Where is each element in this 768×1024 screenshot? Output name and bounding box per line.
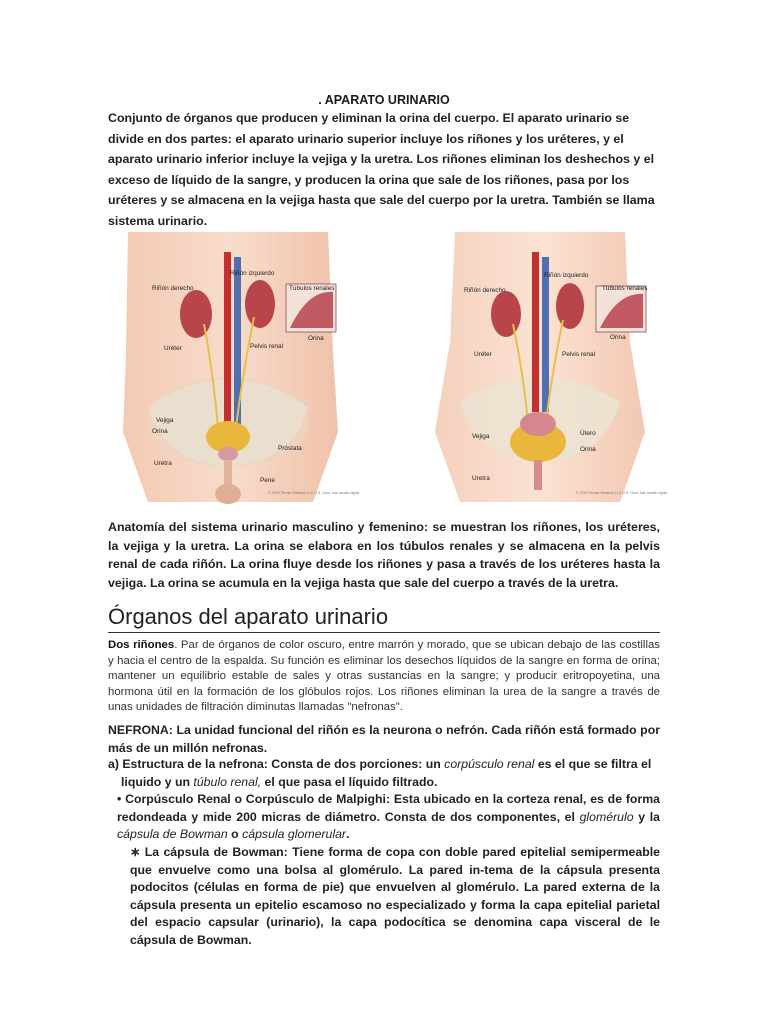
figure-copyright: © 2016 Terese Winslow LLC U.S. Govt. has certain rights xyxy=(576,491,668,495)
corp-text-d: . xyxy=(346,827,350,841)
estructura-paragraph xyxy=(108,756,660,791)
label-rinon-izquierdo: Riñón izquierdo xyxy=(230,270,275,277)
male-urinary-figure xyxy=(108,232,360,502)
label-tubulos: Túbulos renales xyxy=(602,285,648,292)
label-rinon-izquierdo: Riñón izquierdo xyxy=(544,272,589,279)
rinones-paragraph xyxy=(108,638,660,716)
male-urinary-illustration xyxy=(108,232,360,502)
label-ureter: Uréter xyxy=(474,351,492,358)
label-uretra: Uretra xyxy=(154,460,172,467)
label-orina-inset: Orina xyxy=(610,334,626,341)
label-rinon-derecho: Riñón derecho xyxy=(464,287,506,294)
figure-caption: Anatomía del sistema urinario masculino y femenino: se muestran los riñones, los uréteres, la vejiga y la uretra. La orina se elabora en los túbulos renales y se almacena en la pelvis renal de cada riñón. La orina fluye desde los riñones y pasa a través de los uréteres hasta la vejiga. La orina se acumula en la vejiga hasta que sale del cuerpo a través de la uretra. xyxy=(108,520,660,590)
nefrona-paragraph: NEFRONA: La unidad funcional del riñón es la neurona o nefrón. Cada riñón está formado por más de un millón nefronas. xyxy=(108,723,660,755)
label-orina: Orina xyxy=(580,446,596,453)
label-vejiga: Vejiga xyxy=(472,433,490,440)
label-prostata: Próstata xyxy=(278,445,302,452)
estructura-text-c: liquido y un xyxy=(121,774,194,789)
label-orina: Orina xyxy=(152,428,168,435)
estructura-tubulo: túbulo renal, xyxy=(193,774,262,789)
female-urinary-figure xyxy=(420,232,668,502)
corp-text-a: • Corpúsculo Renal o Corpúsculo de Malpighi: Esta ubicado en la corteza renal, es de forma redondeada y mide 200 micras de diámetro. Consta de dos componentes, el xyxy=(117,792,660,824)
corp-text-c: o xyxy=(227,827,243,841)
corp-capsula-glomerular: cápsula glomerular xyxy=(242,827,347,841)
corpusculo-paragraph xyxy=(117,791,660,844)
label-ureter: Uréter xyxy=(164,345,182,352)
estructura-text-a: a) Estructura de la nefrona: Consta de dos porciones: un xyxy=(108,757,445,771)
corp-glomerulo: glomérulo xyxy=(579,809,634,824)
label-pelvis: Pelvis renal xyxy=(562,351,596,358)
corp-capsula: cápsula de Bowman xyxy=(117,827,228,841)
intro-paragraph: Conjunto de órganos que producen y eliminan la orina del cuerpo. El aparato urinario se divide en dos partes: el aparato urinario superior incluye los riñones y los uréteres, y el aparato urinario inferior incluye la vejiga y la uretra. Los riñones eliminan los deshechos y el exceso de líquido de la sangre, y producen la orina que sale de los riñones, pasa por los uréteres y se almacena en la vejiga hasta que sale del cuerpo por la uretra. También se llama sistema urinario. xyxy=(108,111,655,228)
label-orina-inset: Orina xyxy=(308,335,324,342)
label-uretra: Uretra xyxy=(472,475,490,482)
estructura-text-b: es el que se filtra el xyxy=(534,757,652,771)
estructura-corpusculo: corpúsculo renal xyxy=(444,757,535,771)
label-pene: Pene xyxy=(260,477,275,484)
capsula-paragraph: ∗ La cápsula de Bowman: Tiene forma de copa con doble pared epitelial semipermeable que envuelve como una bolsa al glomérulo. La pared in-tema de la cápsula presenta podocitos (células en forma de pie) que envuelven al glomérulo. La pared externa de la cápsula presenta un epitelio escamoso no especializado y forma la capa epitelial parietal del espacio capsular (urinario), la capa podocítica se denomina capa visceral de le cápsula de Bowman. xyxy=(130,845,660,947)
rinones-text: . Par de órganos de color oscuro, entre marrón y morado, que se ubican debajo de las costillas y hacia el centro de la espalda. Su función es eliminar los desechos líquidos de la sangre en forma de orina; mantener un equilibrio estable de sales y otras sustancias en la sangre; y producir eritropoyetina, una hormona útil en la formación de los glóbulos rojos. Los riñones eliminan la urea de la sangre a través de unas unidades de filtración diminutas llamadas "nefronas". xyxy=(108,639,661,714)
rinones-label: Dos riñones xyxy=(108,639,175,651)
label-vejiga: Vejiga xyxy=(156,417,174,424)
section-title: Órganos del aparato urinario xyxy=(108,604,389,629)
label-tubulos: Túbulos renales xyxy=(289,285,335,292)
label-rinon-derecho: Riñón derecho xyxy=(152,285,194,292)
label-utero: Útero xyxy=(580,430,596,437)
female-urinary-illustration xyxy=(420,232,668,502)
page-title: . APARATO URINARIO xyxy=(318,93,450,107)
estructura-text-d: el que pasa el líquido filtrado. xyxy=(261,774,438,789)
corp-text-b: y la xyxy=(633,809,660,824)
section-divider xyxy=(108,632,660,633)
figure-copyright: © 2016 Terese Winslow LLC U.S. Govt. has certain rights xyxy=(268,491,360,495)
label-pelvis: Pelvis renal xyxy=(250,343,284,350)
